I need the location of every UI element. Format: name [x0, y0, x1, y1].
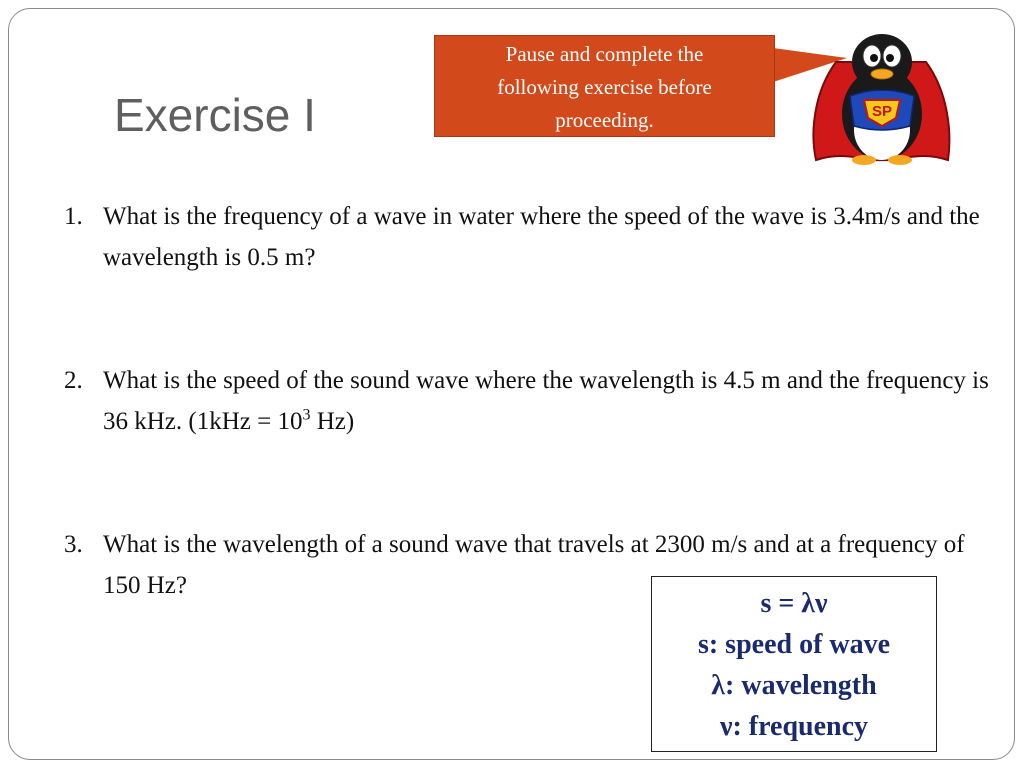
callout-line: Pause and complete the — [505, 42, 704, 66]
question-text: What is the frequency of a wave in water where the speed of the wave is 3.4m/s and the wavelength is 0.5 m? — [103, 203, 980, 271]
wave-equation: s = λν — [760, 588, 828, 619]
formula-box — [651, 576, 937, 752]
question-text: What is the speed of the sound wave where the wavelength is 4.5 m and the frequency is 36 kHz. (1kHz = 10 — [103, 367, 989, 435]
question-number: 1. — [64, 203, 83, 230]
callout-line: following exercise before — [497, 75, 712, 99]
superhero-penguin-icon — [806, 22, 956, 170]
penguin-head — [852, 34, 912, 90]
penguin-beak — [871, 69, 893, 79]
question-item — [64, 196, 994, 278]
question-number: 3. — [64, 531, 83, 558]
question-item — [64, 360, 994, 442]
callout-line: proceeding. — [555, 108, 654, 132]
question-number: 2. — [64, 367, 83, 394]
left-foot — [852, 155, 876, 165]
frequency-definition: ν: frequency — [719, 711, 869, 742]
question-exponent: 3 — [302, 406, 311, 424]
pause-callout — [434, 35, 775, 137]
sp-emblem-label: SP — [871, 103, 893, 120]
question-text: What is the wavelength of a sound wave that travels at 2300 m/s and at a frequency of 150 Hz? — [103, 531, 965, 599]
wavelength-definition: λ: wavelength — [711, 670, 877, 701]
speed-definition: s: speed of wave — [697, 629, 891, 660]
question-text-end: Hz) — [310, 408, 355, 435]
right-foot — [888, 155, 912, 165]
slide-title: Exercise I — [114, 89, 316, 141]
